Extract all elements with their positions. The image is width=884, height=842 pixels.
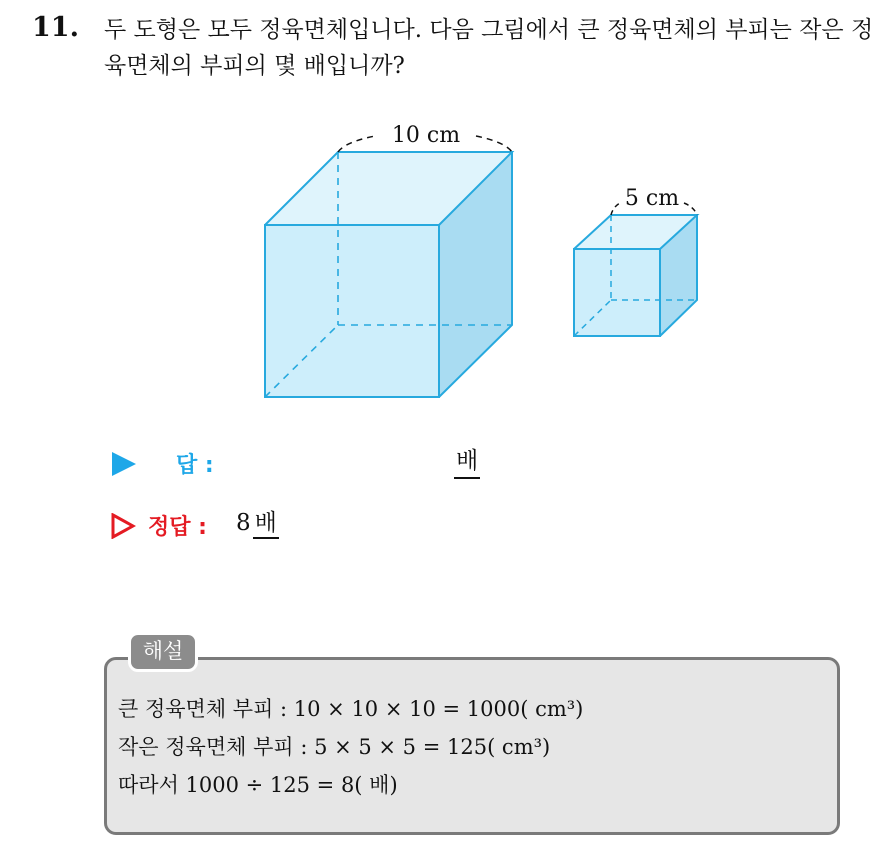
small-cube-edge-label: 5 cm [624, 186, 680, 211]
correct-answer-label: 정답 : [148, 515, 207, 540]
outline-triangle-icon [110, 513, 136, 539]
play-triangle-icon [112, 452, 136, 476]
answer-row [108, 446, 708, 482]
explanation-line: 큰 정육면체 부피 : 10 × 10 × 10 = 1000( cm³) [118, 697, 584, 721]
explanation-line: 따라서 1000 ÷ 125 = 8( 배) [118, 773, 398, 797]
explanation-text [118, 690, 583, 804]
large-cube [265, 123, 512, 397]
answer-unit: 배 [454, 446, 480, 479]
correct-answer-row [108, 508, 708, 544]
explanation-tab: 해설 [128, 632, 198, 672]
question-number: 11. [32, 12, 79, 43]
question-text: 두 도형은 모두 정육면체입니다. 다음 그림에서 큰 정육면체의 부피는 작은 정육면체의 부피의 몇 배입니까? [104, 17, 874, 79]
small-cube [574, 186, 697, 336]
large-cube-edge-label: 10 cm [391, 123, 461, 148]
explanation-line: 작은 정육면체 부피 : 5 × 5 × 5 = 125( cm³) [118, 735, 551, 759]
correct-answer-value-group [236, 508, 279, 538]
answer-label: 답 : [176, 453, 214, 478]
correct-answer-value: 8 [236, 510, 251, 536]
cube-figure [0, 0, 884, 420]
correct-answer-unit: 배 [253, 510, 279, 539]
